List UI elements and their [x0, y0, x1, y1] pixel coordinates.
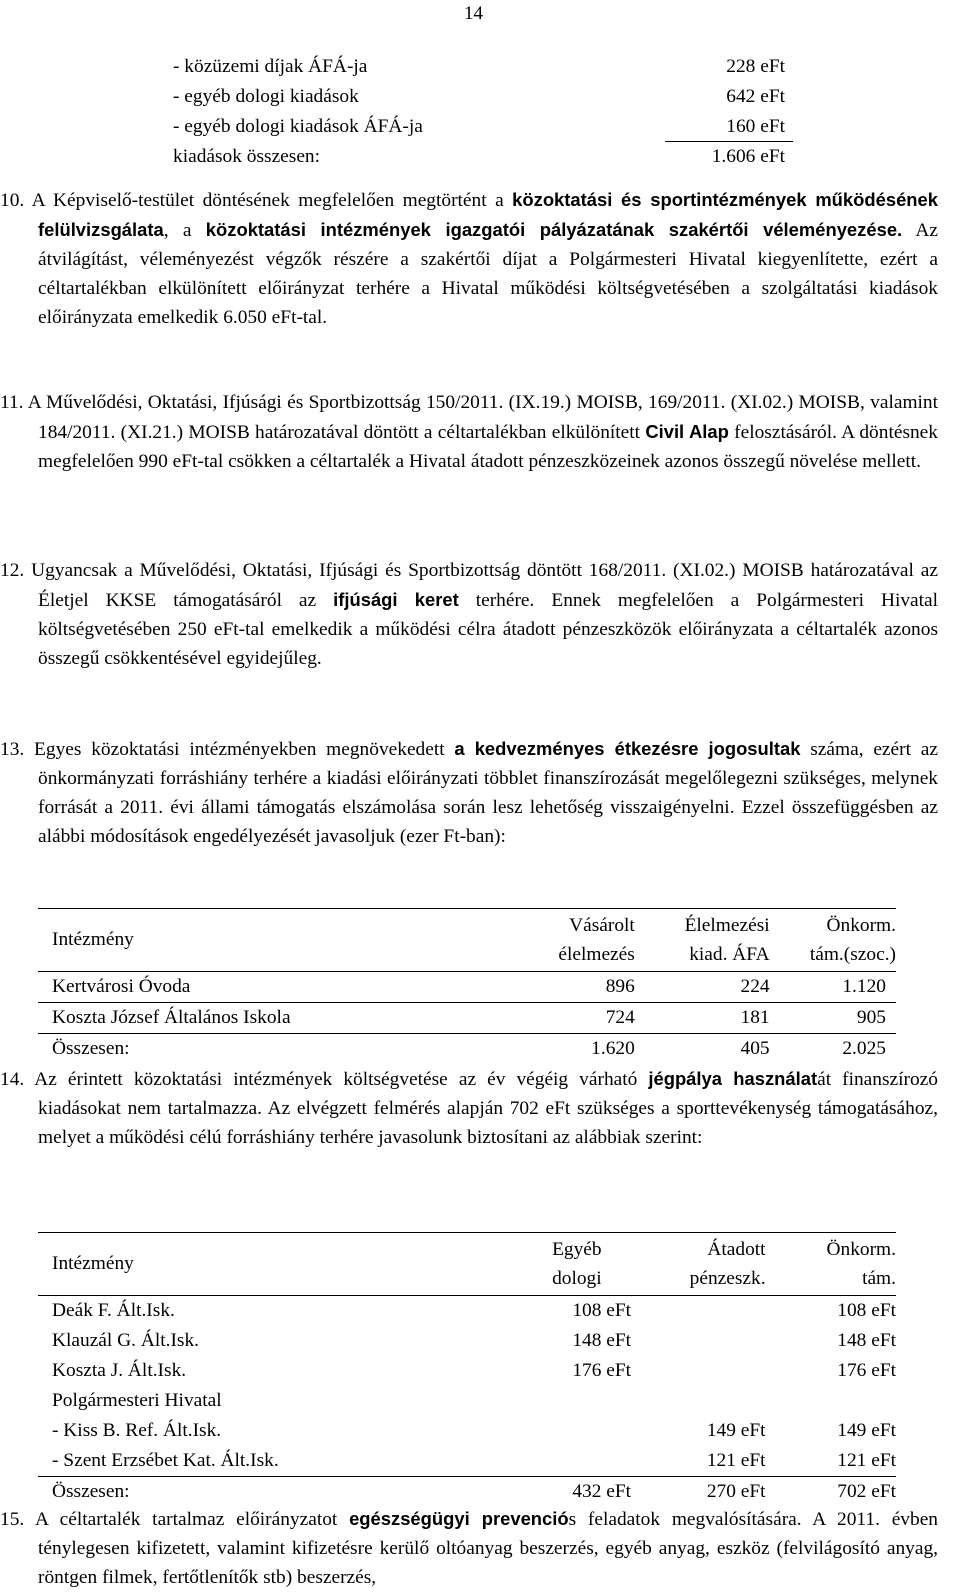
column-header: Intézmény: [38, 1233, 523, 1296]
cell: Összesen:: [38, 1034, 508, 1065]
text: Egyes közoktatási intézményekben megnövekedett: [34, 739, 455, 760]
text: terhére. Ennek megfelelően a Polgármesteri Hivatal költségvetésében 250 eFt-tal emelkedik a működési célra átadott pénzeszközök előirányzata a céltartalék azonos összegű csökkentésével egyidejűleg.: [38, 590, 939, 669]
cost-row: [173, 142, 793, 172]
cell: 702 eFt: [766, 1477, 896, 1508]
item-number: 15.: [0, 1509, 25, 1530]
cost-amount: 160 eFt: [665, 112, 793, 142]
cell: [631, 1326, 765, 1356]
cell: Kertvárosi Óvoda: [38, 972, 508, 1003]
cell: 148 eFt: [837, 1330, 896, 1351]
cell: Koszta József Általános Iskola: [38, 1003, 508, 1034]
table-row: [38, 1446, 896, 1477]
text: Az átvilágítást, véleményezést végzők részére a szakértői díjat a Polgármesteri Hivatal kiegyenlítette, ezért a céltartalékban elkülönített előirányzat terhére a Hivatal működési költségvetésében a szolgáltatási kiadások előirányzata emelkedik 6.050 eFt-tal.: [38, 220, 939, 328]
item-number: 14.: [0, 1069, 25, 1090]
cell: 270 eFt: [631, 1477, 765, 1508]
table-row: [38, 1326, 896, 1356]
text: A Művelődési, Oktatási, Ifjúsági és Sportbizottság 150/2011. (IX.19.) MOISB, 169/2011. (XI.02.) MOISB, valamint 184/2011. (XI.21.) MOISB határozatával döntött a céltartalékban elkülönített: [27, 392, 938, 443]
cell: 149 eFt: [837, 1420, 896, 1441]
cell: 224: [635, 972, 770, 1003]
cell: Koszta J. Ált.Isk.: [52, 1360, 187, 1381]
bold-text: közoktatási intézmények igazgatói pályázatának szakértői véleményezése.: [205, 219, 903, 240]
text: Az érintett közoktatási intézmények költségvetése az év végéig várható: [34, 1069, 649, 1090]
cell: Klauzál G. Ált.Isk.: [52, 1330, 200, 1351]
cell: [523, 1416, 631, 1446]
table-row: [38, 1356, 896, 1386]
cell: 896: [508, 972, 635, 1003]
cell: 181: [635, 1003, 770, 1034]
paragraph-12: [0, 556, 939, 673]
table-total-row: [38, 1477, 896, 1508]
bold-text: a kedvezményes étkezésre jogosultak: [454, 738, 801, 759]
bold-text: jégpálya használat: [648, 1068, 818, 1089]
cell: 724: [508, 1003, 635, 1034]
cost-amount: 228 eFt: [726, 56, 785, 77]
cell: 405: [635, 1034, 770, 1065]
cost-label: - egyéb dologi kiadások: [173, 86, 359, 107]
cell: 121 eFt: [706, 1450, 766, 1471]
paragraph-15: [0, 1504, 938, 1592]
table-total-row: [38, 1034, 896, 1065]
cost-list: [173, 52, 793, 172]
cell: 176 eFt: [572, 1360, 632, 1381]
cell: [523, 1386, 631, 1416]
cell: 1.620: [508, 1034, 635, 1065]
item-number: 11.: [0, 392, 24, 413]
cost-row: [173, 52, 793, 82]
cell: 176 eFt: [837, 1360, 896, 1381]
table-row: [38, 1003, 896, 1034]
cell: 148 eFt: [572, 1330, 632, 1351]
cell: [766, 1386, 896, 1416]
item-number: 13.: [0, 739, 25, 760]
ice-rink-table: [38, 1232, 896, 1507]
table-header: [38, 1233, 896, 1296]
cell: [631, 1386, 765, 1416]
text: A Képviselő-testület döntésének megfelelően megtörtént a: [31, 190, 513, 211]
meal-support-table: [38, 908, 896, 1064]
cost-row: [173, 82, 793, 112]
paragraph-13: [0, 734, 938, 851]
column-header: Önkorm. tám.(szoc.): [770, 909, 896, 972]
text: s feladatok megvalósítására. A 2011. évben ténylegesen kifizetett, valamint kifizetésre kerülő oltóanyag beszerzés, egyéb anyag, eszköz (felvilágosító anyag, röntgen filmek, fertőtlenítők stb) beszerzés,: [38, 1509, 938, 1588]
column-header: Átadott pénzeszk.: [631, 1233, 765, 1296]
text: át finanszírozó kiadásokat nem tartalmazza. Az elvégzett felmérés alapján 702 eFt szükséges a sporttevékenység támogatásához, melyet a működési célú forráshiány terhére javasolunk biztosítani az alábbiak szerint:: [38, 1069, 938, 1148]
column-header: Vásárolt élelmezés: [508, 909, 635, 972]
cell: Polgármesteri Hivatal: [52, 1390, 222, 1411]
text: Ugyancsak a Művelődési, Oktatási, Ifjúsági és Sportbizottság döntött 168/2011. (XI.02.) MOISB határozatával az Életjel KKSE támogatásáról az: [31, 560, 938, 611]
column-header: Élelmezési kiad. ÁFA: [635, 909, 770, 972]
cell: [523, 1446, 631, 1477]
paragraph-10: [0, 185, 939, 332]
paragraph-14: [0, 1064, 938, 1152]
cell: Összesen:: [38, 1477, 523, 1508]
cell: [631, 1296, 765, 1327]
item-number: 12.: [0, 560, 25, 581]
cost-row: [173, 112, 793, 142]
cell: 905: [770, 1003, 896, 1034]
table-row: [38, 972, 896, 1003]
table-header: [38, 909, 896, 972]
cell: 2.025: [770, 1034, 896, 1065]
bold-text: ifjúsági keret: [333, 589, 459, 610]
cost-label: - közüzemi díjak ÁFÁ-ja: [173, 56, 368, 77]
text: száma, ezért az önkormányzati forráshiány terhére a kiadási előirányzati többlet finanszírozását megelőlegezni szükséges, melynek forrását a 2011. évi állami támogatás elszámolása során lesz lehetőség visszaigényelni. Ezzel összefüggésben az alábbi módosítások engedélyezését javasoljuk (ezer Ft-ban):: [38, 739, 938, 847]
cost-amount: 1.606 eFt: [711, 146, 785, 167]
bold-text: közoktatási és sportintézmények működésének felülvizsgálata: [38, 189, 938, 240]
table-row: [38, 1386, 896, 1416]
text: , a: [163, 220, 206, 241]
bold-text: egészségügyi prevenció: [349, 1508, 569, 1529]
bold-text: Civil Alap: [645, 421, 729, 442]
text: A céltartalék tartalmaz előirányzatot: [34, 1509, 350, 1530]
cost-amount: 642 eFt: [726, 86, 785, 107]
cost-label: - egyéb dologi kiadások ÁFÁ-ja: [173, 116, 423, 137]
table-row: [38, 1416, 896, 1446]
paragraph-11: [0, 388, 938, 476]
column-header: Egyéb dologi: [523, 1233, 631, 1296]
cell: 149 eFt: [706, 1420, 766, 1441]
cell: - Kiss B. Ref. Ált.Isk.: [52, 1420, 222, 1441]
cell: 432 eFt: [523, 1477, 631, 1508]
column-header: Intézmény: [38, 909, 508, 972]
text: felosztásáról. A döntésnek megfelelően 990 eFt-tal csökken a céltartalék a Hivatal átadott pénzeszközeinek azonos összegű növelése mellett.: [38, 422, 938, 472]
column-header: Önkorm. tám.: [766, 1233, 896, 1296]
table-row: [38, 1296, 896, 1327]
cell: 108 eFt: [837, 1300, 896, 1321]
cell: - Szent Erzsébet Kat. Ált.Isk.: [52, 1450, 279, 1471]
item-number: 10.: [0, 190, 25, 211]
page-number: 14: [464, 3, 483, 24]
cost-label: kiadások összesen:: [173, 146, 321, 167]
cell: Deák F. Ált.Isk.: [52, 1300, 175, 1321]
cell: 121 eFt: [837, 1450, 896, 1471]
cell: 108 eFt: [572, 1300, 632, 1321]
cell: 1.120: [770, 972, 896, 1003]
cell: [631, 1356, 765, 1386]
